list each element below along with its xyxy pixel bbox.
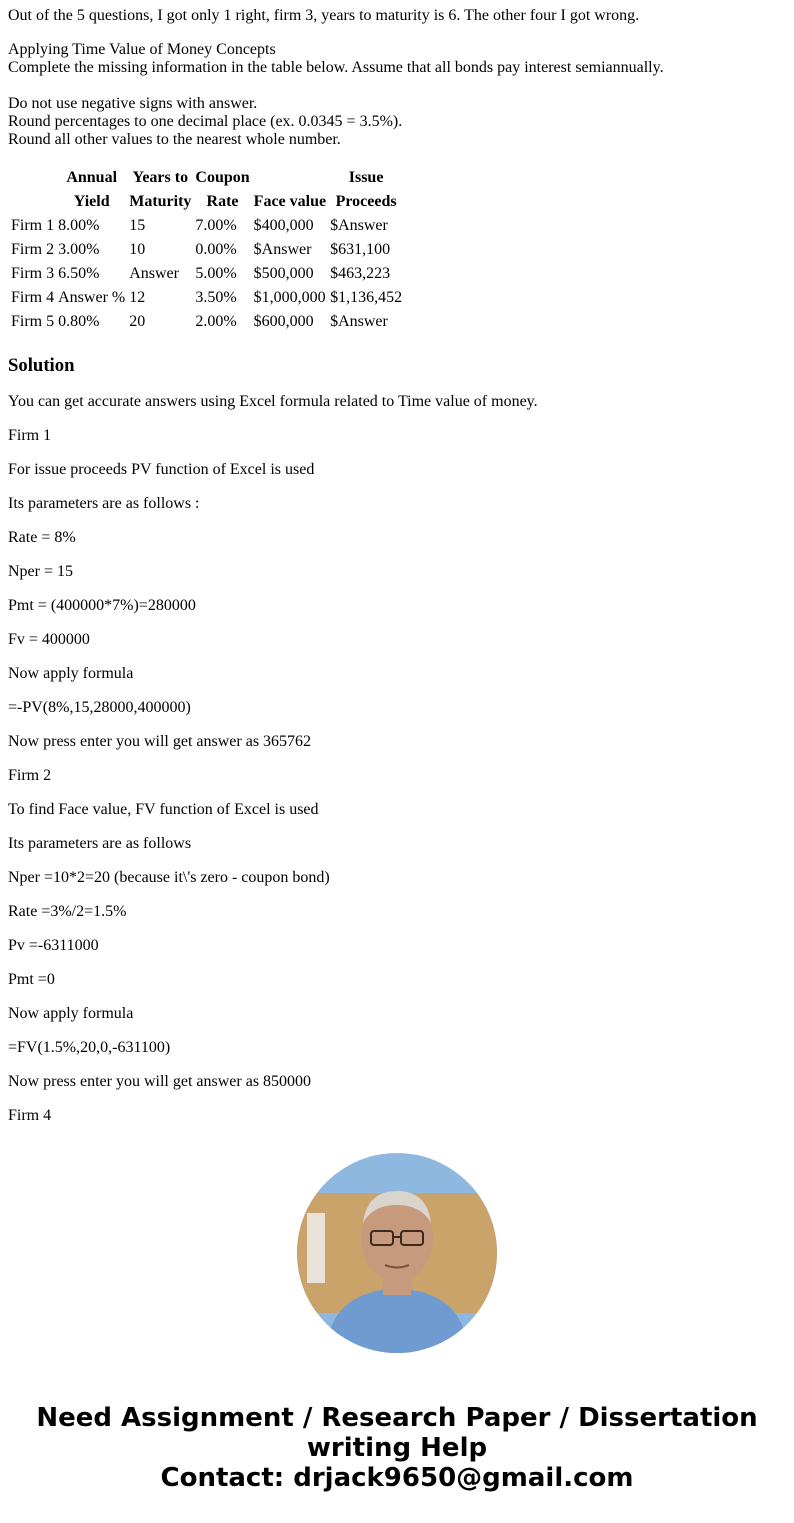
table-header-row bbox=[10, 191, 403, 213]
table-header-cell: Proceeds bbox=[335, 193, 397, 210]
table-header-cell bbox=[10, 191, 55, 213]
table-cell: $600,000 bbox=[253, 313, 314, 330]
table-header-cell: Maturity bbox=[129, 193, 192, 210]
solution-line: Pmt = (400000*7%)=280000 bbox=[8, 597, 196, 614]
question-note: Out of the 5 questions, I got only 1 right, firm 3, years to maturity is 6. The other four I got wrong. bbox=[8, 7, 640, 24]
table-cell: Answer bbox=[129, 265, 179, 282]
table-cell: 6.50% bbox=[58, 265, 100, 282]
table-cell: $Answer bbox=[253, 241, 312, 258]
solution-line: For issue proceeds PV function of Excel is used bbox=[8, 461, 315, 478]
solution-line: Now apply formula bbox=[8, 1005, 134, 1022]
author-avatar bbox=[297, 1153, 497, 1353]
question-instruction: Complete the missing information in the table below. Assume that all bonds pay interest semiannually. bbox=[8, 59, 664, 76]
solution-line: Nper = 15 bbox=[8, 563, 74, 580]
table-header-cell bbox=[253, 167, 327, 189]
table-header-row bbox=[10, 167, 403, 189]
solution-line: Pmt =0 bbox=[8, 971, 55, 988]
table-cell: 3.50% bbox=[195, 289, 237, 306]
table-cell: 2.00% bbox=[195, 313, 237, 330]
promo-line-1: Need Assignment / Research Paper / Dissertation bbox=[36, 1403, 758, 1433]
solution-line: Rate = 8% bbox=[8, 529, 76, 546]
solution-line: Now press enter you will get answer as 365762 bbox=[8, 733, 312, 750]
table-cell: 7.00% bbox=[195, 217, 237, 234]
table-cell: $1,000,000 bbox=[253, 289, 326, 306]
avatar-photo-icon bbox=[297, 1153, 497, 1353]
firm-label: Firm 5 bbox=[11, 313, 55, 330]
table-cell: 3.00% bbox=[58, 241, 100, 258]
table-cell: $400,000 bbox=[253, 217, 314, 234]
table-header-cell: Coupon bbox=[195, 169, 250, 186]
solution-line: Rate =3%/2=1.5% bbox=[8, 903, 127, 920]
table-row bbox=[10, 263, 403, 285]
page-content bbox=[8, 0, 788, 1125]
table-cell: $Answer bbox=[330, 313, 388, 330]
table-row bbox=[10, 287, 403, 309]
table-cell: 20 bbox=[129, 313, 146, 330]
table-cell: 0.00% bbox=[195, 241, 237, 258]
table-cell: $1,136,452 bbox=[330, 289, 403, 306]
table-cell: 10 bbox=[129, 241, 146, 258]
table-cell: 5.00% bbox=[195, 265, 237, 282]
table-row bbox=[10, 239, 403, 261]
solution-line: Firm 1 bbox=[8, 427, 52, 444]
solution-line: Nper =10*2=20 (because it\'s zero - coupon bond) bbox=[8, 869, 330, 886]
solution-line: =-PV(8%,15,28000,400000) bbox=[8, 699, 191, 716]
solution-heading: Solution bbox=[8, 355, 75, 376]
solution-line: To find Face value, FV function of Excel is used bbox=[8, 801, 319, 818]
bond-table bbox=[8, 165, 405, 335]
solution-line: Now apply formula bbox=[8, 665, 134, 682]
rule-round-percent: Round percentages to one decimal place (ex. 0.0345 = 3.5%). bbox=[8, 113, 403, 130]
table-row bbox=[10, 311, 403, 333]
table-cell: $463,223 bbox=[330, 265, 391, 282]
solution-line: Pv =-6311000 bbox=[8, 937, 99, 954]
solution-line: Firm 4 bbox=[8, 1107, 52, 1124]
table-cell: 12 bbox=[129, 289, 146, 306]
firm-label: Firm 4 bbox=[11, 289, 55, 306]
rule-no-negative: Do not use negative signs with answer. bbox=[8, 95, 258, 112]
table-header-cell: Yield bbox=[73, 193, 110, 210]
solution-line: Its parameters are as follows bbox=[8, 835, 192, 852]
solution-line: Fv = 400000 bbox=[8, 631, 90, 648]
table-cell: Answer % bbox=[58, 289, 126, 306]
table-header-cell: Years to bbox=[132, 169, 189, 186]
table-header-cell bbox=[10, 167, 55, 189]
table-cell: $Answer bbox=[330, 217, 388, 234]
solution-line: Firm 2 bbox=[8, 767, 52, 784]
firm-label: Firm 1 bbox=[11, 217, 55, 234]
promo-line-2: writing Help bbox=[306, 1433, 488, 1463]
table-cell: 8.00% bbox=[58, 217, 100, 234]
table-header-cell: Issue bbox=[348, 169, 384, 186]
table-cell: $500,000 bbox=[253, 265, 314, 282]
rule-round-whole: Round all other values to the nearest whole number. bbox=[8, 131, 341, 148]
table-row bbox=[10, 215, 403, 237]
solution-line: You can get accurate answers using Excel formula related to Time value of money. bbox=[8, 393, 538, 410]
table-cell: $631,100 bbox=[330, 241, 391, 258]
firm-label: Firm 3 bbox=[11, 265, 55, 282]
table-body bbox=[10, 215, 403, 333]
table-cell: 15 bbox=[129, 217, 146, 234]
table-cell: 0.80% bbox=[58, 313, 100, 330]
table-header-cell: Rate bbox=[206, 193, 239, 210]
promo-banner bbox=[0, 1403, 794, 1493]
question-title: Applying Time Value of Money Concepts bbox=[8, 41, 276, 58]
promo-contact[interactable]: Contact: drjack9650@gmail.com bbox=[160, 1463, 634, 1493]
solution-line: Its parameters are as follows : bbox=[8, 495, 200, 512]
firm-label: Firm 2 bbox=[11, 241, 55, 258]
table-header-cell: Annual bbox=[66, 169, 118, 186]
solution-line: Now press enter you will get answer as 850000 bbox=[8, 1073, 312, 1090]
solution-line: =FV(1.5%,20,0,-631100) bbox=[8, 1039, 171, 1056]
table-header-cell: Face value bbox=[253, 193, 327, 210]
solution-body bbox=[8, 393, 788, 1125]
